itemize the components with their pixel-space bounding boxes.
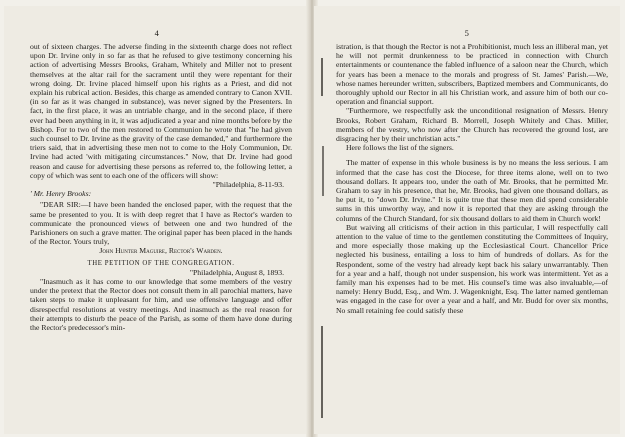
letter-body: "DEAR SIR:—I have been handed the enclosed paper, with the request that the same be presented to you. It is with deep regret that I have as Rector's warden to communicate the pronounced views of between one and two hundred of the Parishioners on such a grave matter. The original paper has been placed in the hands of the Rector. Yours truly, [30,200,292,247]
page-number-left: 4 [154,28,160,38]
left-page [4,6,310,434]
salutation: ' Mr. Henry Brooks: [30,189,92,199]
left-page-text [30,42,292,332]
paragraph: istration, is that though the Rector is not a Prohibitionist, much less an illiberal man, yet he will not permit drunkenness to be practiced in connection with Church entertainments or countenance the fabled influence of a saloon near the Church, which for years has been a menace to the morals and progress of St. James' Parish.—We, whose names hereunder written, subscribers, Baptized members and Communicants, do thoroughly uphold our Rector in all his Christian work, and assure him of both our co-operation and financial support. [336,42,608,107]
paragraph: "Furthermore, we respectfully ask the unconditional resignation of Messrs. Henry Brooks, Robert Graham, Richard B. Morrell, Joseph Whitely and Chas. Miller, members of the vestry, who now after the Church has recovered the ground lost, are disgracing her by their unchristian acts." [336,106,608,144]
dateline: "Philadelphia, 8-11-93. [212,180,284,190]
paragraph: "Inasmuch as it has come to our knowledge that some members of the vestry under the pretext that the Rector does not consult them in all parochial matters, have taken steps to make it unpleasant for him, and use offensive language and offer disrespectful resolutions at vestry meetings. And inasmuch as the real reason for their attempts to disturb the peace of the Parish, as some of them have done during the Rector's predecessor's min- [30,277,292,333]
paragraph: But waiving all criticisms of their action in this particular, I will respectfully call attention to the value of time to the gentlemen constituting the Committees of Inquiry, and more especially those making up the Ecclesiastical Court. Chancellor Price neglected his business, entailing a loss to him of hundreds of dollars. As for the Respondent, some of the vestry had already kept back his salary unwarrantably. Then for a year and a half, though not under suspension, his work was intermittent. Yet as a family man his expenses had to be met. His counsel's time was also invaluable,—of namely: Henry Budd, Esq., and Wm. J. Wagenknight, Esq. The latter named gentleman was engaged in the case for over a year and a half, and Mr. Budd for over six months, No small retaining fee could satisfy these [336,222,608,315]
right-page-text [336,42,608,315]
signature: John Hunter Maguire, Rector's Warden. [99,246,223,256]
paragraph: The matter of expense in this whole business is by no means the less serious. I am informed that the case has cost the Diocese, for three items alone, well on to two thousand dollars. It appears too, under the oath of Mr. Brooks, that he permitted Mr. Graham to say in his presence, that he, Mr. Brooks, had given one thousand dollars, as he put it, to "down Dr. Irvine." It is quite true that these men did spend considerable sums in this unworthy way, and now it is reported that they are asking through the columns of the Church Standard, for six thousand dollars to aid them in Church work! [336,158,608,223]
dateline: "Philadelphia, August 8, 1893. [189,267,284,277]
right-page [314,6,620,434]
margin-marks [316,46,330,426]
paragraph: Here follows the list of the signers. [346,143,454,153]
page-number-right: 5 [464,28,470,38]
petition-heading: THE PETITION OF THE CONGREGATION. [87,259,235,267]
paragraph: out of sixteen charges. The adverse finding in the sixteenth charge does not reflect upon Dr. Irvine only in so far as that he refused to give testimony concerning his action of advertising Messrs Brooks, Graham, Whitely and Miller not to present themselves at the altar rail for the sacrament until they were repentant for their wrong doing. Dr. Irvine placed himself upon his rights as a Priest, and did not explain his rubrical action. Besides, this charge as amended contrary to Canon XVII. (in so far as it was changed in substance), was never signed by the Presenters. In fact, in the first place, it was an untriable charge, and in the second place, if there ever had been anything in it, it was adjudicated a year and nine months before by the Bishop. For to two of the men restored to Communion he wrote that "he had given such counsel to Dr. Irvine as the gravity of the case demanded," and furthermore the triers said, that in advertising these men not to come to the Holy Communion, Dr. Irvine had acted 'with mitigating circumstances." Now, that Dr. Irvine had good reason and cause for advertising these persons as referred to, the following letter, a copy of which was sent to each one of the officers will show: [30,42,292,180]
